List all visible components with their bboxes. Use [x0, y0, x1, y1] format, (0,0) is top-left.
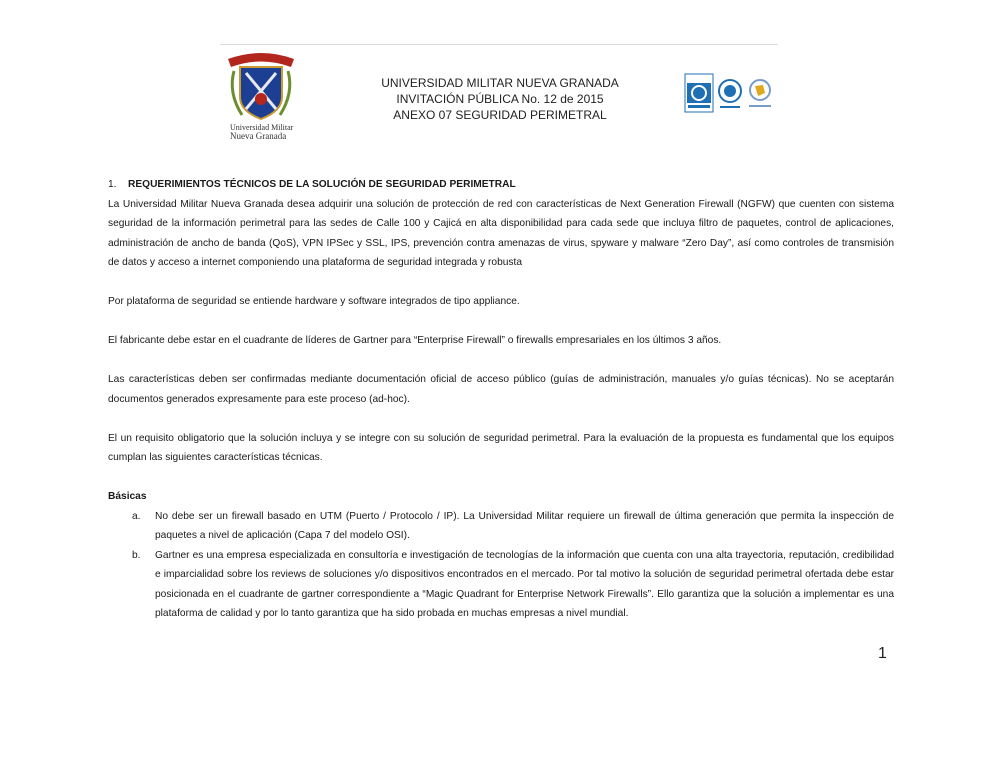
- paragraph-intro: La Universidad Militar Nueva Granada desea adquirir una solución de protección de red con características de Next Generation Firewall (NGFW) que cuenten con sistema seguridad de la información perimetral para las sedes de Calle 100 y Cajicá en alta disponibilidad para cada sede que incluya filtro de paquetes, control de aplicaciones, administración de ancho de banda (QoS), VPN IPSec y SSL, IPS, prevención contra amenazas de virus, spyware y malware “Zero Day”, así como controles de transmisión de datos y acceso a internet componiendo una plataforma de seguridad integrada y robusta: [108, 198, 894, 268]
- paragraph-platform-definition: Por plataforma de seguridad se entiende hardware y software integrados de tipo appliance.: [108, 296, 520, 307]
- section-heading: [108, 175, 894, 195]
- page-header: [220, 44, 778, 141]
- logo-name-line2: Nueva Granada: [230, 131, 287, 141]
- list-item-text: Gartner es una empresa especializada en consultoría e investigación de tecnologías de la información que cuenta con una alta trayectoria, reputación, credibilidad e imparcialidad sobre los reviews de soluciones y/o dispositivos encontrados en el mercado. Por tal motivo la solución de seguridad perimetral ofertada debe estar posicionada en el cuadrante de gartner correspondiente a “Magic Quadrant for Enterprise Network Firewalls”. Ello garantiza que la solución a implementar es una plataforma de calidad y por lo tanto garantiza que ha sido probada en muchas empresas a nivel mundial.: [155, 549, 894, 619]
- list-item: [108, 546, 894, 624]
- document-body: [108, 175, 894, 624]
- paragraph-documentation: Las características deben ser confirmadas mediante documentación oficial de acceso público (guías de administración, manuales y/o guías técnicas). No se aceptarán documentos generados expresamente para este proceso (ad-hoc).: [108, 374, 894, 405]
- section-title: REQUERIMIENTOS TÉCNICOS DE LA SOLUCIÓN DE SEGURIDAD PERIMETRAL: [128, 179, 516, 190]
- header-title-line2: INVITACIÓN PÚBLICA No. 12 de 2015: [396, 92, 604, 106]
- section-number: 1.: [108, 179, 117, 190]
- list-marker: a.: [132, 510, 141, 522]
- list-item-text: No debe ser un firewall basado en UTM (Puerto / Protocolo / IP). La Universidad Militar requiere un firewall de última generación que permita la inspección de paquetes a nivel de aplicación (Capa 7 del modelo OSI).: [155, 510, 894, 541]
- logo-emblem: [255, 93, 267, 105]
- header-title-line3: ANEXO 07 SEGURIDAD PERIMETRAL: [393, 108, 607, 122]
- list-item: [108, 507, 894, 546]
- header-titles: [320, 75, 680, 123]
- header-title-line1: UNIVERSIDAD MILITAR NUEVA GRANADA: [381, 76, 619, 90]
- logo-banner: [228, 53, 294, 67]
- paragraph-gartner-requirement: El fabricante debe estar en el cuadrante de líderes de Gartner para “Enterprise Firewall” o firewalls empresariales en los últimos 3 años.: [108, 335, 722, 346]
- basics-heading: Básicas: [108, 491, 147, 502]
- list-marker: b.: [132, 549, 141, 561]
- logo-wordmark: [230, 123, 310, 141]
- accreditation-seal: [745, 73, 775, 113]
- icontec-certification-seal: [684, 73, 714, 113]
- logo-name-line1: Universidad Militar: [230, 123, 294, 132]
- iqnet-certification-seal: [717, 73, 743, 113]
- page-number: 1: [878, 645, 887, 662]
- paragraph-mandatory-requirement: El un requisito obligatorio que la solución incluya y se integre con su solución de seguridad perimetral. Para la evaluación de la propuesta es fundamental que los equipos cumplan las siguientes características técnicas.: [108, 432, 894, 463]
